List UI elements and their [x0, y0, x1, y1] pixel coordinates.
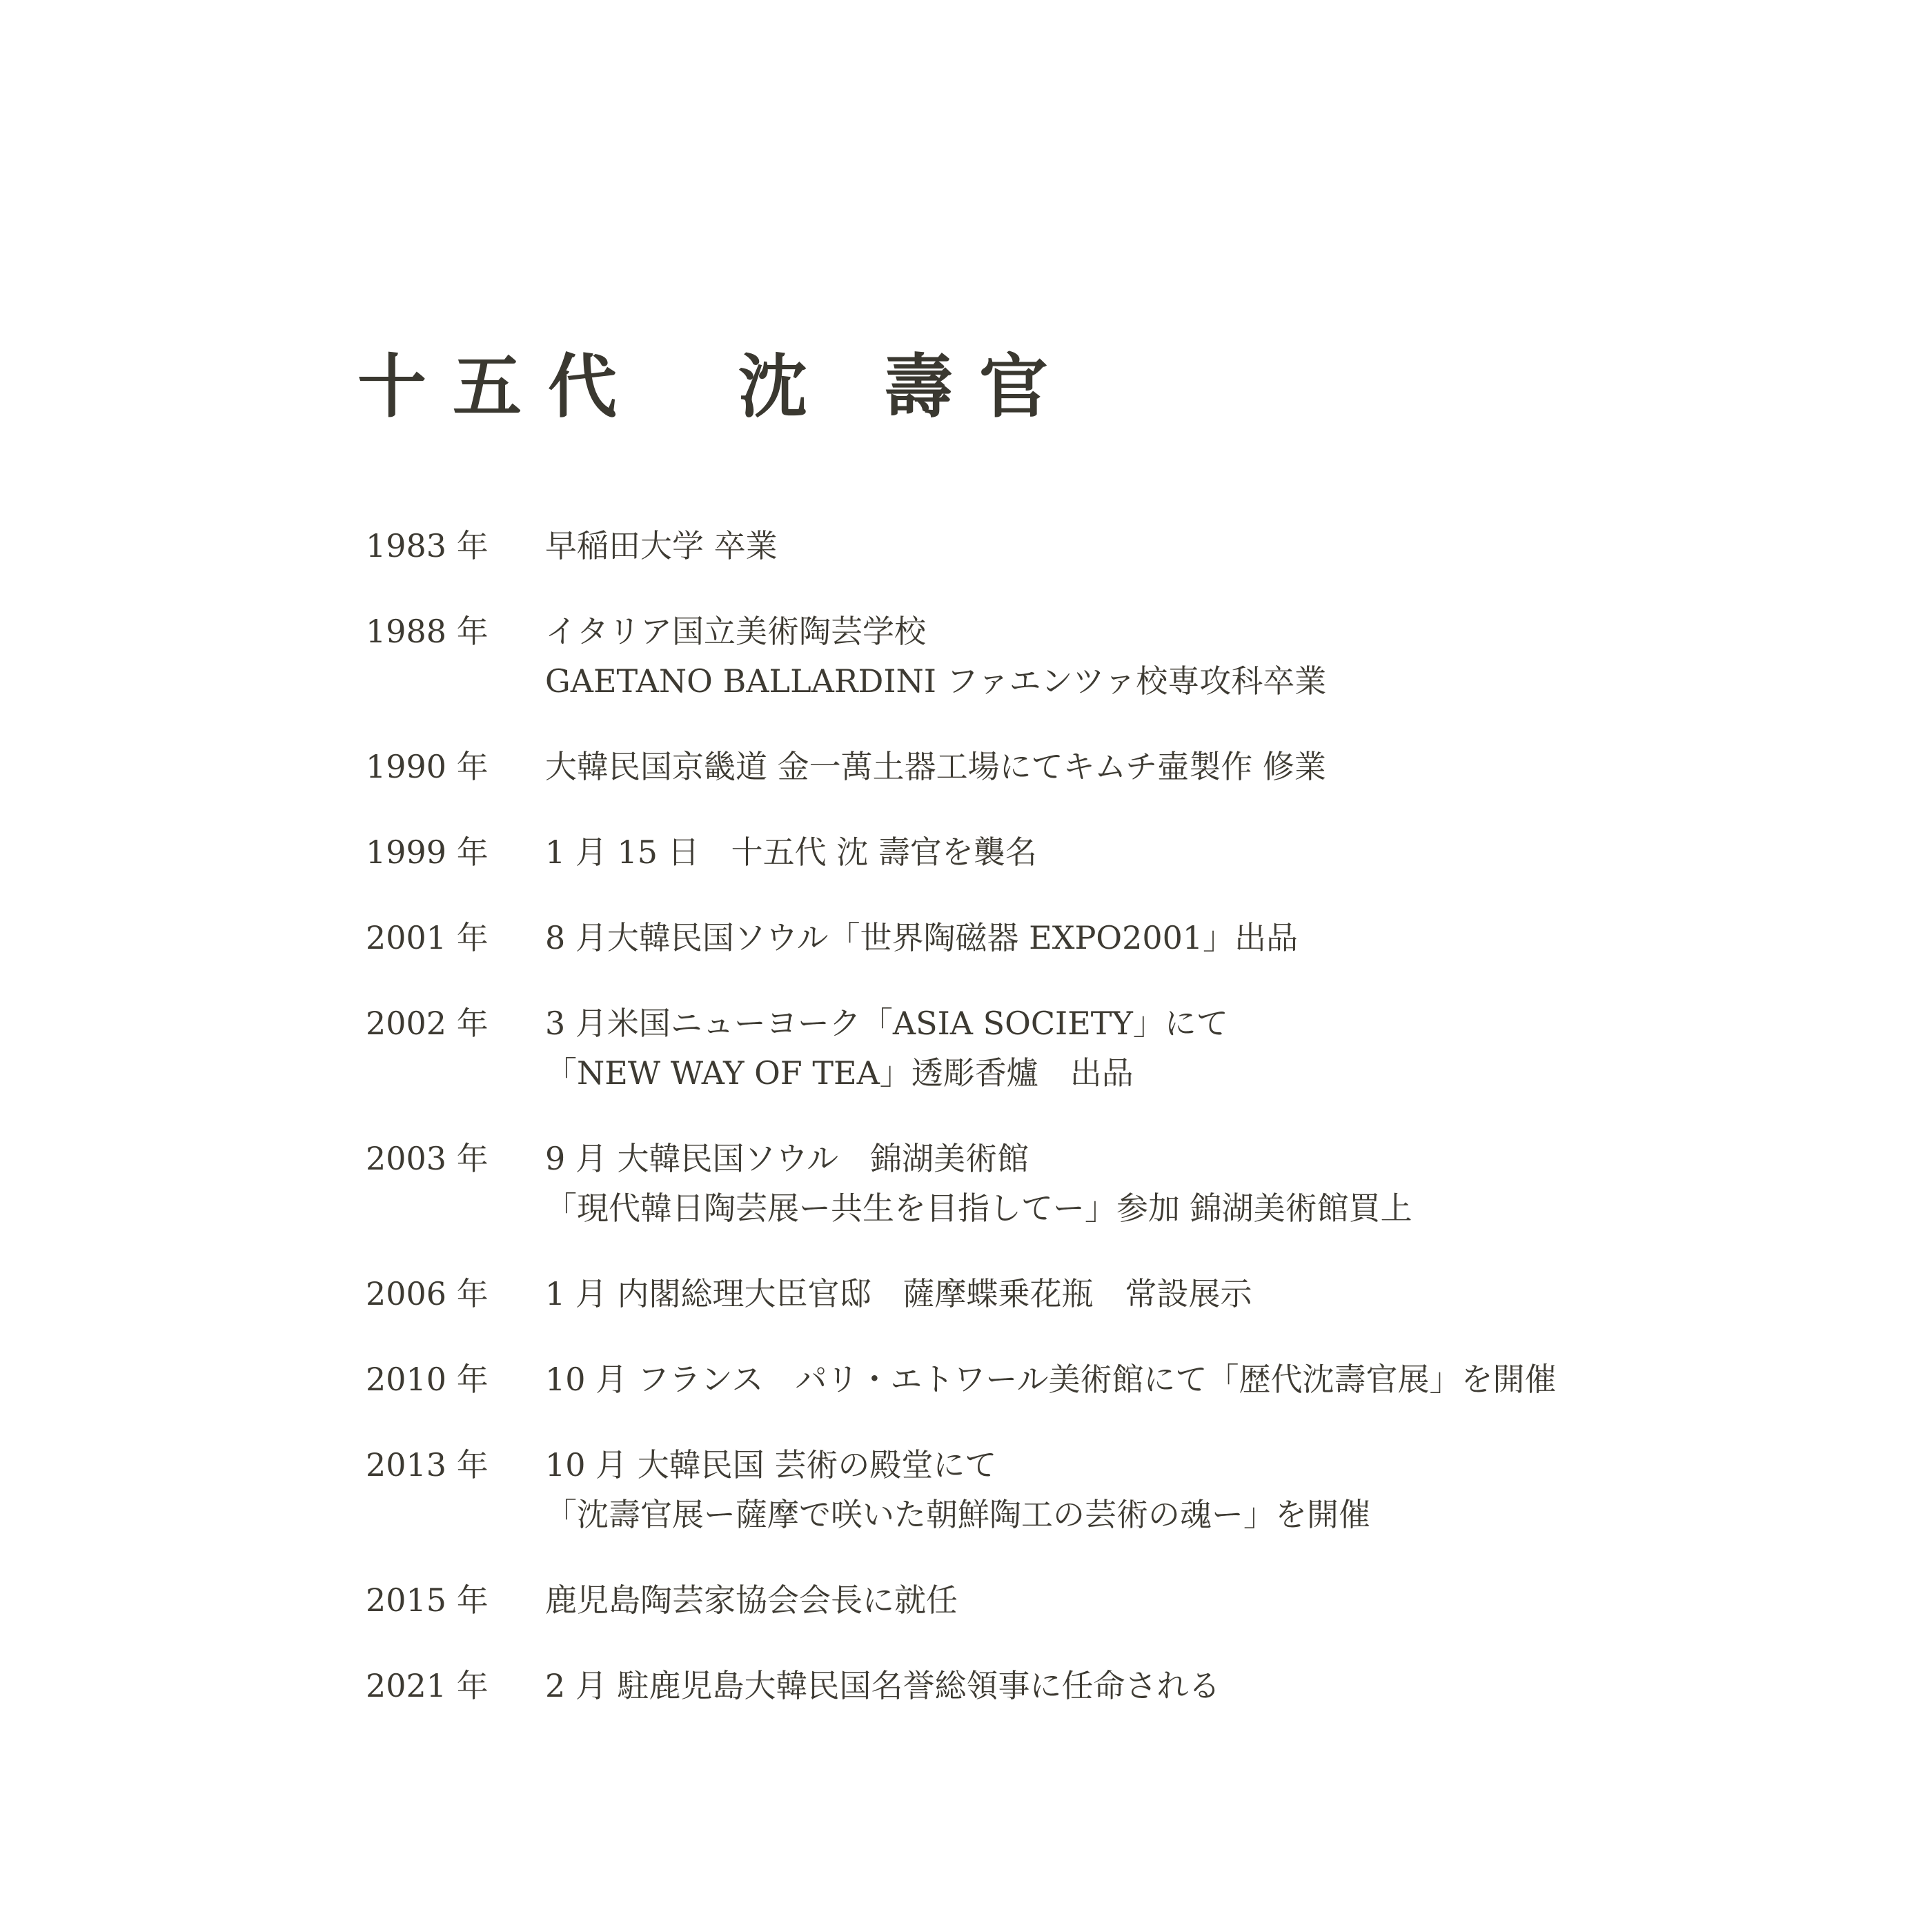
biography-timeline	[366, 521, 1815, 1746]
entry-year: 1983 年	[366, 527, 489, 564]
timeline-entry	[366, 1354, 1815, 1404]
entry-year: 2002 年	[366, 1005, 489, 1042]
entry-year: 1990 年	[366, 748, 489, 785]
entry-line: 8 月大韓民国ソウル「世界陶磁器 EXPO2001」出品	[545, 919, 1299, 956]
entry-line: 10 月 大韓民国 芸術の殿堂にて	[545, 1446, 997, 1483]
entry-text	[545, 1354, 1815, 1404]
entry-text	[545, 913, 1815, 963]
entry-year: 1999 年	[366, 834, 489, 871]
timeline-entry	[366, 1440, 1815, 1539]
entry-line: 1 月 内閣総理大臣官邸 薩摩蝶乗花瓶 常設展示	[545, 1275, 1252, 1312]
entry-line: 鹿児島陶芸家協会会長に就任	[545, 1581, 958, 1619]
entry-line: GAETANO BALLARDINI ファエンツァ校専攻科卒業	[545, 662, 1327, 700]
timeline-entry	[366, 742, 1815, 791]
entry-text	[545, 998, 1815, 1098]
entry-line: 早稲田大学 卒業	[545, 527, 778, 564]
timeline-entry	[366, 913, 1815, 963]
timeline-entry	[366, 1269, 1815, 1319]
entry-line: 大韓民国京畿道 金一萬土器工場にてキムチ壷製作 修業	[545, 748, 1326, 785]
entry-line: 3 月米国ニューヨーク「ASIA SOCIETY」にて	[545, 1005, 1228, 1042]
entry-line: 「現代韓日陶芸展ー共生を目指してー」参加 錦湖美術館買上	[545, 1190, 1412, 1227]
entry-year: 2021 年	[366, 1667, 489, 1704]
timeline-entry	[366, 607, 1815, 706]
entry-text	[545, 1269, 1815, 1319]
entry-text	[545, 742, 1815, 791]
entry-line: 2 月 駐鹿児島大韓民国名誉総領事に任命される	[545, 1667, 1221, 1704]
entry-year: 2001 年	[366, 919, 489, 956]
entry-year: 1988 年	[366, 613, 489, 650]
page-title: 十五代 沈 壽官	[357, 346, 1074, 427]
entry-line: 9 月 大韓民国ソウル 錦湖美術館	[545, 1140, 1029, 1177]
entry-text	[545, 1134, 1815, 1233]
entry-text	[545, 1575, 1815, 1625]
timeline-entry	[366, 1661, 1815, 1711]
timeline-entry	[366, 1134, 1815, 1233]
timeline-entry	[366, 521, 1815, 571]
entry-line: 「NEW WAY OF TEA」透彫香爐 出品	[545, 1054, 1134, 1092]
entry-line: 「沈壽官展ー薩摩で咲いた朝鮮陶工の芸術の魂ー」を開催	[545, 1496, 1370, 1533]
entry-text	[545, 1440, 1815, 1539]
entry-year: 2006 年	[366, 1275, 489, 1312]
entry-line: イタリア国立美術陶芸学校	[545, 613, 926, 650]
timeline-entry	[366, 827, 1815, 877]
entry-text	[545, 827, 1815, 877]
entry-year: 2003 年	[366, 1140, 489, 1177]
entry-year: 2015 年	[366, 1581, 489, 1619]
entry-line: 10 月 フランス パリ・エトワール美術館にて「歴代沈壽官展」を開催	[545, 1361, 1557, 1398]
entry-text	[545, 521, 1815, 571]
timeline-entry	[366, 1575, 1815, 1625]
entry-line: 1 月 15 日 十五代 沈 壽官を襲名	[545, 834, 1037, 871]
entry-text	[545, 1661, 1815, 1711]
entry-year: 2013 年	[366, 1446, 489, 1483]
timeline-entry	[366, 998, 1815, 1098]
entry-year: 2010 年	[366, 1361, 489, 1398]
entry-text	[545, 607, 1815, 706]
